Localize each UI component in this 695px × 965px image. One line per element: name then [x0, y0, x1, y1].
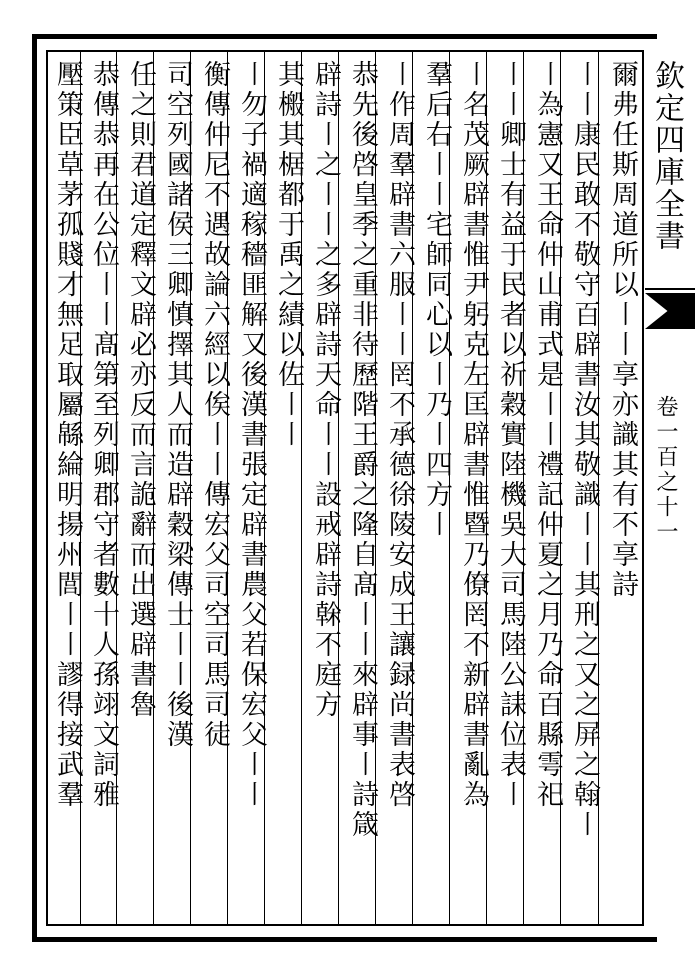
- text-column-13: 司空列國諸侯三卿慎擇其人而造辟穀梁傳士〡〡後漢: [162, 60, 193, 750]
- book-title: 欽定四庫全書: [649, 60, 684, 252]
- text-column-14: 任之則君道定釋文辟必亦反而言詭辭而出選辟書魯: [125, 60, 156, 720]
- text-column-1: 爾弗任斯周道所以〡〡享亦識其有不享詩: [607, 60, 638, 600]
- text-column-3: 〡為憲又王命仲山甫式是〡〡禮記仲夏之月乃命百縣雩祀: [532, 60, 563, 810]
- text-column-5: 〡名茂厥辟書惟尹躬克左匡辟書惟暨乃僚罔不新辟書亂為: [458, 60, 489, 810]
- text-column-11: 〡勿子禍適稼穡匪解又後漢書張定辟書農父若保宏父〡〡: [236, 60, 267, 810]
- text-column-6: 羣后右〡〡宅師同心以〡乃〡四方〡: [421, 60, 452, 540]
- text-column-12: 衡傳仲尼不遇故論六經以俟〡〡傳宏父司空司馬司徒: [199, 60, 230, 750]
- text-column-16: 壓策臣草茅孤賤才無足取屬緜綸明揚州閭〡〡謬得接武羣: [52, 60, 83, 810]
- text-column-4: 〡〡卿士有益于民者以祈穀實陸機吳大司馬陸公誄位表〡: [495, 60, 526, 810]
- fishtail-rule: [645, 288, 695, 290]
- volume-label: 卷一百之十一: [653, 395, 678, 545]
- text-column-7: 〡作周羣辟書六服〡〡罔不承德徐陵安成王讓録尚書表啓: [384, 60, 415, 810]
- text-column-9: 辟詩〡之〡〡之多辟詩天命〡〡設戒辟詩榦不庭方: [310, 60, 341, 720]
- text-column-8: 恭先後啓皇季之重非待歷階王爵之隆自髙〡〡來辟事〡詩箴: [347, 60, 378, 840]
- text-column-15: 恭傳恭再在公位〡〡髙第至列卿郡守者數十人孫翊文詞雅: [88, 60, 119, 810]
- text-column-10: 其㮽其椐都于禹之績以佐〡〡: [273, 60, 304, 450]
- text-column-2: 〡〡康民敢不敬守百辟書汝其敬識〡〡其刑之又之屏之翰〡: [569, 60, 600, 840]
